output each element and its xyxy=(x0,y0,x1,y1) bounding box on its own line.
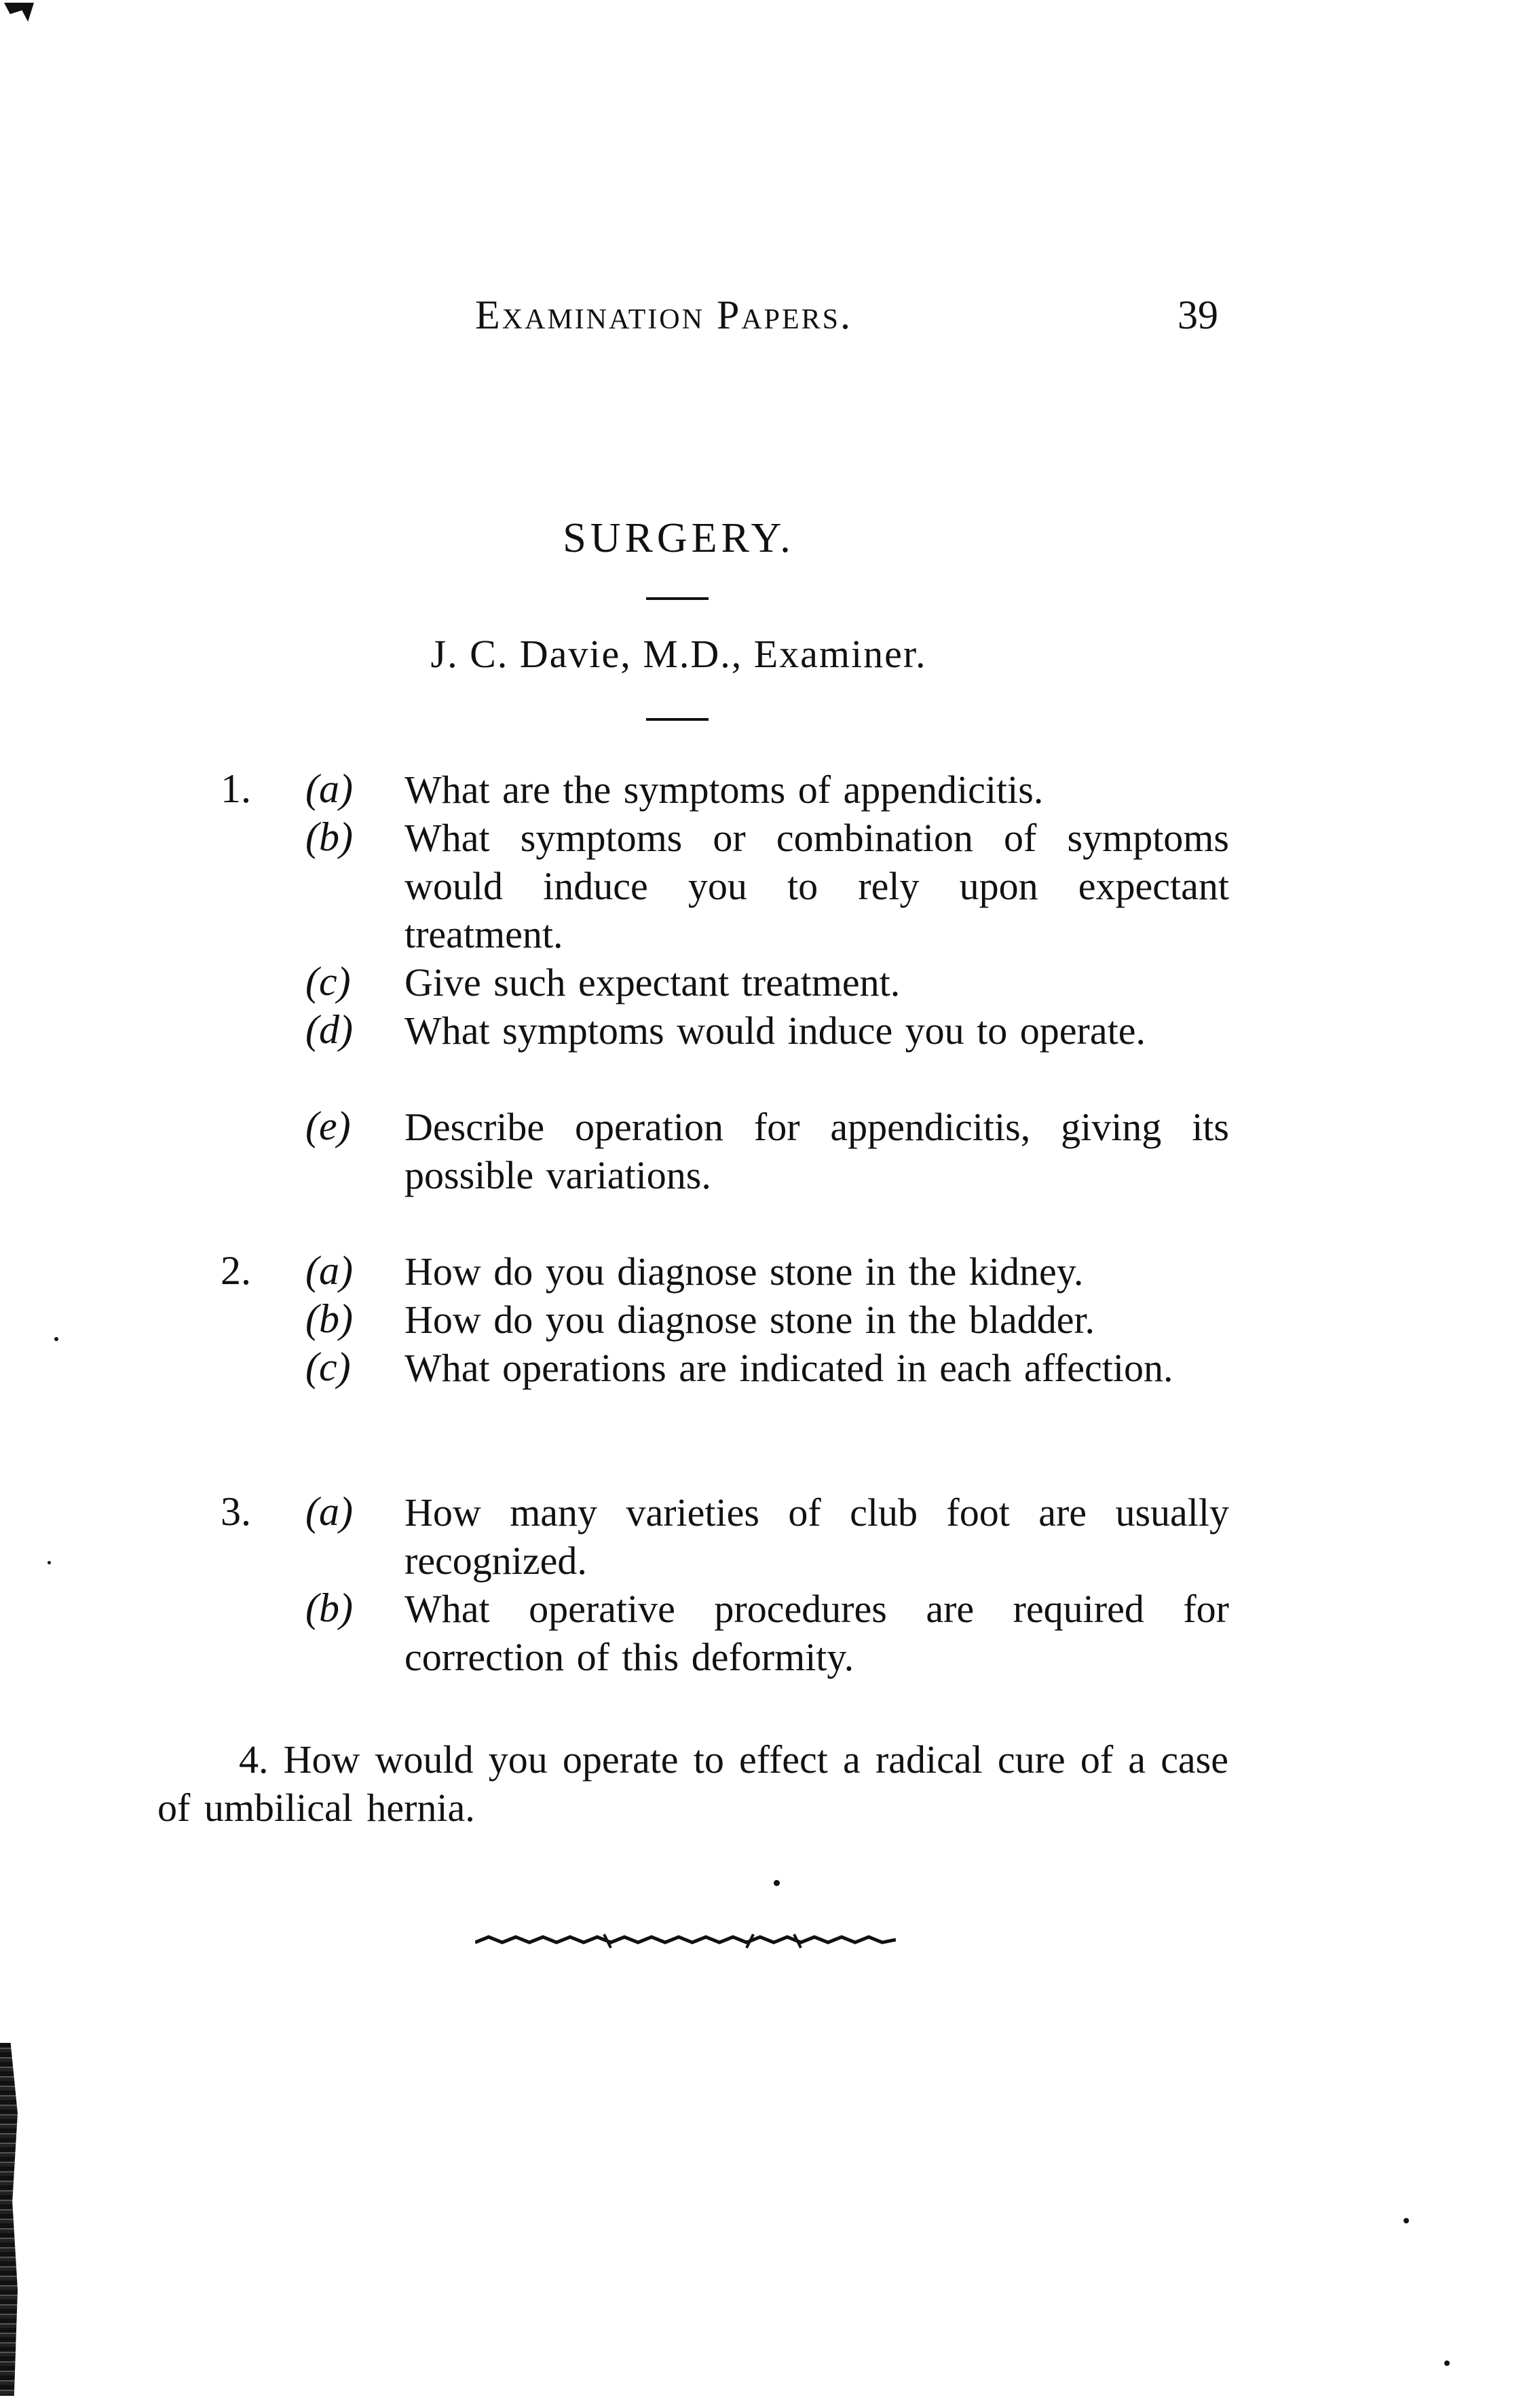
part-text: What symptoms or combination of symptoms would induce you to rely upon expectant treatment. xyxy=(404,816,1229,956)
scan-speck xyxy=(54,1337,58,1341)
part-label: (b) xyxy=(305,1296,353,1341)
part-label: (a) xyxy=(305,1489,353,1534)
part-label: (b) xyxy=(305,814,353,859)
title-rule xyxy=(646,597,709,600)
part-label: (e) xyxy=(305,1104,351,1148)
ornament-rule xyxy=(475,1927,896,1955)
question-4 xyxy=(157,1735,1228,1832)
part-text: How do you diagnose stone in the kidney. xyxy=(404,1249,1084,1294)
page-number: 39 xyxy=(1178,293,1218,337)
examiner-rule xyxy=(646,718,709,721)
examiner-line: J. C. Davie, M.D., Examiner. xyxy=(430,632,927,676)
section-title: SURGERY. xyxy=(563,515,795,561)
part-text: What operations are indicated in each affection. xyxy=(404,1346,1173,1390)
part-text: How many varieties of club foot are usually recognized. xyxy=(404,1490,1229,1583)
scan-speck xyxy=(774,1880,780,1886)
question-number: 1. xyxy=(221,766,251,811)
part-label: (a) xyxy=(305,766,353,811)
scan-edge-artifact xyxy=(0,2043,18,2396)
scan-speck xyxy=(48,1561,51,1564)
question-number: 2. xyxy=(221,1248,251,1293)
part-label: (a) xyxy=(305,1248,353,1293)
scan-speck xyxy=(1404,2218,1409,2223)
part-text: Describe operation for appendicitis, giving its possible variations. xyxy=(404,1105,1229,1197)
part-text: What operative procedures are required for correction of this deformity. xyxy=(404,1587,1229,1679)
part-label: (b) xyxy=(305,1585,353,1630)
scan-speck xyxy=(1444,2360,1450,2366)
running-title: Examination Papers. xyxy=(475,293,853,337)
part-label: (c) xyxy=(305,1344,351,1389)
part-label: (c) xyxy=(305,959,351,1004)
scan-corner-artifact xyxy=(4,3,34,22)
part-label: (d) xyxy=(305,1007,353,1052)
part-text: Give such expectant treatment. xyxy=(404,960,901,1004)
question-number: 3. xyxy=(221,1489,251,1534)
question-number: 4. xyxy=(239,1737,269,1782)
part-text: What symptoms would induce you to operate. xyxy=(404,1009,1146,1053)
part-text: What are the symptoms of appendicitis. xyxy=(404,768,1044,812)
part-text: How do you diagnose stone in the bladder. xyxy=(404,1298,1095,1342)
question-text: How would you operate to effect a radical cure of a case of umbilical hernia. xyxy=(157,1737,1228,1830)
